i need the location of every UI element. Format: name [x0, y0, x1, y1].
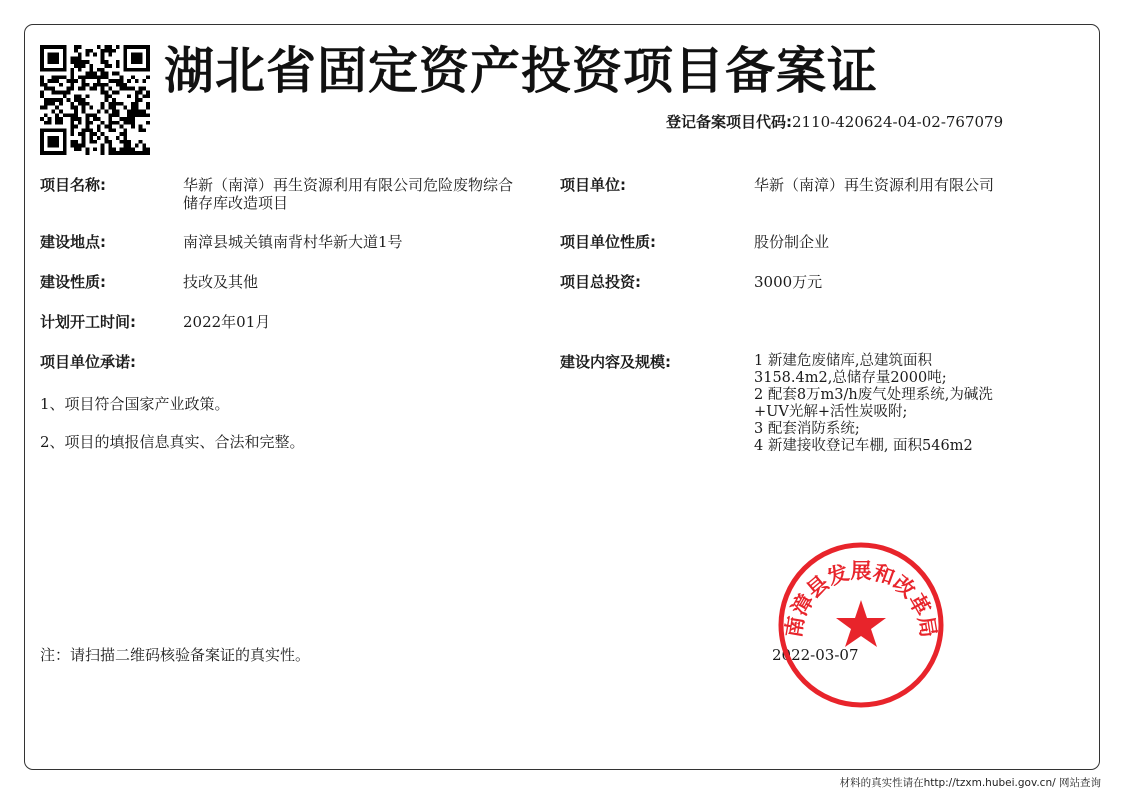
commitment-label: 项目单位承诺: — [40, 353, 136, 371]
commitment-item: 1、项目符合国家产业政策。 — [40, 395, 230, 413]
project-name-value: 华新（南漳）再生资源利用有限公司危险废物综合储存库改造项目 — [183, 176, 514, 212]
scope-label: 建设内容及规模: — [560, 353, 671, 371]
construction-nature-label: 建设性质: — [40, 273, 106, 291]
scope-line: 3 配套消防系统; — [754, 421, 860, 437]
commitment-item: 2、项目的填报信息真实、合法和完整。 — [40, 433, 305, 451]
construction-nature-value: 技改及其他 — [183, 273, 259, 291]
project-unit-label: 项目单位: — [560, 176, 626, 194]
registration-code-value: 2110-420624-04-02-767079 — [792, 113, 1004, 131]
page-title: 湖北省固定资产投资项目备案证 — [164, 42, 878, 100]
unit-nature-label: 项目单位性质: — [560, 233, 656, 251]
unit-nature-value: 股份制企业 — [754, 233, 830, 251]
project-name-label: 项目名称: — [40, 176, 106, 194]
scope-list — [754, 353, 1044, 455]
project-unit-value: 华新（南漳）再生资源利用有限公司 — [754, 176, 995, 194]
seal-star-icon — [836, 600, 886, 647]
scope-line: 4 新建接收登记车棚, 面积546m2 — [754, 438, 973, 454]
total-investment-value: 3000万元 — [754, 273, 823, 291]
scope-line: 2 配套8万m3/h废气处理系统,为碱洗 — [754, 387, 993, 403]
location-label: 建设地点: — [40, 233, 106, 251]
scope-line: 1 新建危废储库,总建筑面积 — [754, 353, 932, 369]
footer-note: 材料的真实性请在http://tzxm.hubei.gov.cn/ 网站查询 — [839, 777, 1101, 789]
registration-code-label: 登记备案项目代码: — [666, 113, 792, 131]
scope-line: +UV光解+活性炭吸附; — [754, 404, 908, 420]
location-value: 南漳县城关镇南背村华新大道1号 — [183, 233, 403, 251]
start-time-value: 2022年01月 — [183, 313, 271, 331]
seal-text: 南漳县发展和改革局 — [781, 559, 941, 640]
scope-line: 3158.4m2,总储存量2000吨; — [754, 370, 947, 386]
issue-date: 2022-03-07 — [772, 646, 859, 664]
start-time-label: 计划开工时间: — [40, 313, 136, 331]
qr-code-icon[interactable] — [40, 45, 150, 155]
verification-note: 注：请扫描二维码核验备案证的真实性。 — [40, 646, 311, 664]
total-investment-label: 项目总投资: — [560, 273, 641, 291]
registration-code-row — [666, 112, 1086, 132]
official-seal — [776, 540, 946, 710]
